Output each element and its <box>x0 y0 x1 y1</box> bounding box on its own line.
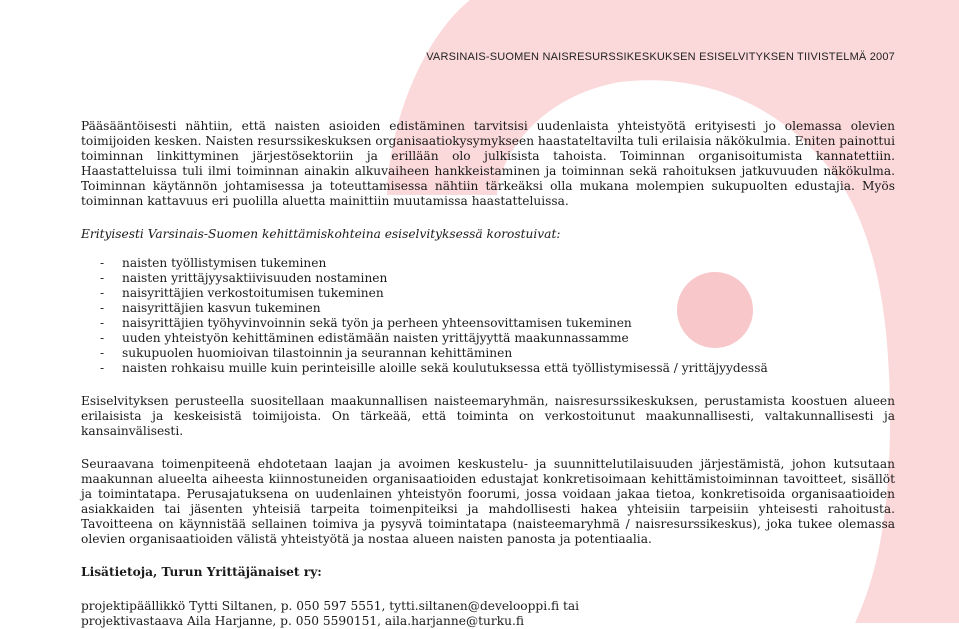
paragraph-next-steps: Seuraavana toimenpiteenä ehdotetaan laajan ja avoimen keskustelu- ja suunnittelutilaisuuden järjestämistä, johon kutsutaan maakunnan alueelta aiheesta kiinnostuneiden organisaatioiden edustajat konkretisoimaan kehittämistoiminnan tavoitteet, sisällöt ja toimintatapa. Perusajatuksena on uudenlainen yhteistyön foorumi, jossa voidaan jakaa tietoa, konkretisoida organisaatioiden asiakkaiden tai jäsenten yhteisiä tarpeita toimenpiteiksi ja mahdollisesti hakea yhteisiin tarpeisiin yhteisesti rahoitusta. Tavoitteena on käynnistää sellainen toimiva ja pysyvä toimintatapa (naisteemaryhmä / naisresurssikeskus), joka tukee olemassa olevien organisaatioiden välistä yhteistyötä ja nostaa alueen naisten panosta ja potentiaalia. <box>81 457 895 546</box>
list-item: - naisyrittäjien työhyvinvoinnin sekä työn ja perheen yhteensovittamisen tukeminen <box>100 316 632 330</box>
list-item: - naisyrittäjien verkostoitumisen tukeminen <box>100 286 384 300</box>
list-item: - sukupuolen huomioivan tilastoinnin ja seurannan kehittäminen <box>100 346 513 360</box>
focus-areas-intro: Erityisesti Varsinais-Suomen kehittämiskohteina esiselvityksessä korostuivat: <box>81 227 561 241</box>
contact-line-harjanne: projektivastaava Aila Harjanne, p. 050 5590151, aila.harjanne@turku.fi <box>81 614 524 628</box>
list-item: - naisyrittäjien kasvun tukeminen <box>100 301 321 315</box>
document-body <box>81 119 895 629</box>
paragraph-recommendation: Esiselvityksen perusteella suositellaan maakunnallisen naisteemaryhmän, naisresurssikeskuksen, perustamista koostuen alueen erilaisista ja keskeisistä toimijoista. On tärkeää, että toiminta on verkostoitunut maakunnallisesti, valtakunnallisesti ja kansainvälisesti. <box>81 394 895 438</box>
document-header: VARSINAIS-SUOMEN NAISRESURSSIKESKUKSEN ESISELVITYKSEN TIIVISTELMÄ 2007 <box>426 51 895 63</box>
more-info-heading: Lisätietoja, Turun Yrittäjänaiset ry: <box>81 565 322 579</box>
list-item: - uuden yhteistyön kehittäminen edistämään naisten yrittäjyyttä maakunnassamme <box>100 331 629 345</box>
list-item: - naisten rohkaisu muille kuin perinteisille aloille sekä koulutuksessa että työllistymisessä / yrittäjyydessä <box>100 361 768 375</box>
list-item: - naisten työllistymisen tukeminen <box>100 256 327 270</box>
paragraph-organization-views: Pääsääntöisesti nähtiin, että naisten asioiden edistäminen tarvitsisi uudenlaista yhteistyötä erityisesti jo olemassa olevien toimijoiden kesken. Naisten resurssikeskuksen organisaatiokysymykseen haastateltavilta tuli erilaisia näkökulmia. Eniten painottui toiminnan linkittyminen järjestösektoriin ja erillään olo julkisista tahoista. Toiminnan organisoitumista kannatettiin. Haastatteluissa tuli ilmi toiminnan ainakin alkuvaiheen hankkeistaminen ja toiminnan sekä rahoituksen jatkuvuuden näkökulma. Toiminnan käytännön johtamisessa ja toteuttamisessa nähtiin tärkeäksi olla mukana molempien sukupuolten edustajia. Myös toiminnan kattavuus eri puolilla aluetta mainittiin muutamissa haastatteluissa. <box>81 119 895 208</box>
list-item: - naisten yrittäjyysaktiivisuuden nostaminen <box>100 271 388 285</box>
contact-line-siltanen: projektipäällikkö Tytti Siltanen, p. 050 597 5551, tytti.siltanen@develooppi.fi tai <box>81 599 580 613</box>
focus-areas-list <box>81 256 895 376</box>
